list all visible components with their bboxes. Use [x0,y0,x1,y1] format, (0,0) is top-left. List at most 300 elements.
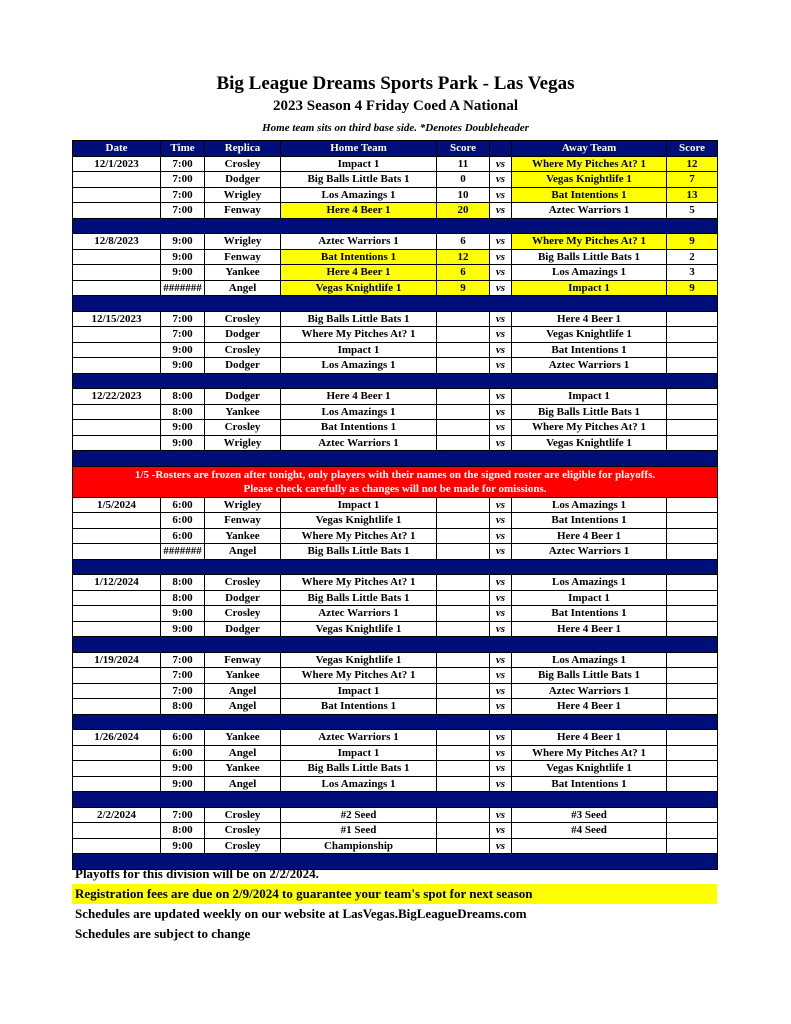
game-date: 12/22/2023 [73,389,161,405]
game-row [73,249,718,265]
away-team: Impact 1 [512,389,667,405]
away-team: Big Balls Little Bats 1 [512,668,667,684]
home-team: Bat Intentions 1 [281,420,437,436]
away-score [667,606,718,622]
home-team: Here 4 Beer 1 [281,389,437,405]
away-score [667,311,718,327]
home-team: Vegas Knightlife 1 [281,652,437,668]
game-date [73,683,161,699]
away-team: Bat Intentions 1 [512,342,667,358]
game-date [73,776,161,792]
away-team: Impact 1 [512,280,667,296]
game-field: Angel [205,683,281,699]
game-field: Crosley [205,838,281,854]
game-time: 8:00 [161,404,205,420]
home-score [437,311,490,327]
col-home-score-header: Score [437,141,490,157]
roster-notice [73,466,718,497]
away-score [667,404,718,420]
roster-notice-line1: 1/5 -Rosters are frozen after tonight, only players with their names on the signed roster are eligible for playoffs. [134,468,656,481]
game-field: Wrigley [205,435,281,451]
away-score [667,652,718,668]
vs-label: vs [490,172,512,188]
week-separator [73,792,718,808]
away-team: Here 4 Beer 1 [512,730,667,746]
vs-label: vs [490,327,512,343]
game-date: 12/8/2023 [73,234,161,250]
away-team: Here 4 Beer 1 [512,621,667,637]
vs-label: vs [490,156,512,172]
home-score: 6 [437,234,490,250]
game-date [73,249,161,265]
vs-label: vs [490,265,512,281]
game-time: 9:00 [161,249,205,265]
away-score [667,497,718,513]
game-row [73,575,718,591]
home-team: Aztec Warriors 1 [281,234,437,250]
away-score: 3 [667,265,718,281]
game-row [73,590,718,606]
game-field: Yankee [205,730,281,746]
game-date [73,838,161,854]
col-replica-header: Replica [205,141,281,157]
vs-label: vs [490,807,512,823]
home-score [437,544,490,560]
game-row [73,807,718,823]
game-time: 9:00 [161,761,205,777]
home-score [437,699,490,715]
home-team: Impact 1 [281,683,437,699]
away-score [667,807,718,823]
game-row [73,776,718,792]
game-field: Dodger [205,327,281,343]
game-time: ####### [161,544,205,560]
roster-notice-line2: Please check carefully as changes will not be made for omissions. [243,482,547,495]
game-field: Yankee [205,404,281,420]
page-title: Big League Dreams Sports Park - Las Vegas [216,73,575,94]
game-date [73,203,161,219]
away-score [667,683,718,699]
away-score [667,761,718,777]
home-team: Big Balls Little Bats 1 [281,590,437,606]
vs-label: vs [490,342,512,358]
game-date [73,590,161,606]
home-team: Where My Pitches At? 1 [281,327,437,343]
away-team: Aztec Warriors 1 [512,544,667,560]
home-score [437,823,490,839]
away-team: Bat Intentions 1 [512,606,667,622]
game-date [73,745,161,761]
vs-label: vs [490,575,512,591]
game-row [73,234,718,250]
vs-label: vs [490,823,512,839]
game-field: Crosley [205,606,281,622]
game-field: Angel [205,699,281,715]
home-score [437,389,490,405]
game-time: 7:00 [161,203,205,219]
away-score: 7 [667,172,718,188]
away-score [667,513,718,529]
game-row [73,513,718,529]
home-score [437,358,490,374]
game-field: Crosley [205,420,281,436]
vs-label: vs [490,621,512,637]
roster-notice-row [73,466,718,497]
home-score [437,807,490,823]
game-row [73,311,718,327]
playoffs-note: Playoffs for this division will be on 2/2/2024. [75,866,319,881]
home-score [437,621,490,637]
game-time: 7:00 [161,327,205,343]
game-time: 6:00 [161,528,205,544]
game-row [73,544,718,560]
game-time: 7:00 [161,172,205,188]
col-home-team-header: Home Team [281,141,437,157]
game-date: 12/1/2023 [73,156,161,172]
away-team: Here 4 Beer 1 [512,528,667,544]
home-score [437,745,490,761]
home-score [437,342,490,358]
away-score [667,544,718,560]
away-score [667,575,718,591]
separator-cell [73,637,718,653]
home-score [437,513,490,529]
game-field: Dodger [205,172,281,188]
away-score: 9 [667,280,718,296]
away-score [667,389,718,405]
game-date [73,544,161,560]
game-field: Crosley [205,823,281,839]
game-field: Crosley [205,807,281,823]
home-score [437,776,490,792]
game-row [73,435,718,451]
week-separator [73,637,718,653]
game-row [73,280,718,296]
col-date-header: Date [73,141,161,157]
week-separator [73,218,718,234]
game-field: Dodger [205,590,281,606]
home-score [437,730,490,746]
home-team: Los Amazings 1 [281,776,437,792]
game-field: Fenway [205,203,281,219]
away-team: Aztec Warriors 1 [512,358,667,374]
home-score: 0 [437,172,490,188]
home-team: Where My Pitches At? 1 [281,575,437,591]
vs-label: vs [490,606,512,622]
game-date [73,265,161,281]
home-team: Los Amazings 1 [281,187,437,203]
home-team: Big Balls Little Bats 1 [281,311,437,327]
away-team: Where My Pitches At? 1 [512,234,667,250]
game-date: 1/12/2024 [73,575,161,591]
game-field: Yankee [205,761,281,777]
game-field: Wrigley [205,187,281,203]
game-date: 1/5/2024 [73,497,161,513]
game-row [73,683,718,699]
col-vs-header [490,141,512,157]
game-field: Wrigley [205,234,281,250]
away-score [667,590,718,606]
vs-label: vs [490,730,512,746]
away-score [667,358,718,374]
week-separator [73,451,718,467]
away-team: Aztec Warriors 1 [512,203,667,219]
game-field: Crosley [205,156,281,172]
away-team [512,838,667,854]
game-date [73,699,161,715]
home-score [437,497,490,513]
game-field: Crosley [205,342,281,358]
away-score [667,342,718,358]
away-team: #3 Seed [512,807,667,823]
home-team: Championship [281,838,437,854]
home-score [437,420,490,436]
game-time: 8:00 [161,575,205,591]
vs-label: vs [490,838,512,854]
away-score [667,327,718,343]
away-score [667,699,718,715]
home-team: Impact 1 [281,156,437,172]
week-separator [73,296,718,312]
game-time: 6:00 [161,730,205,746]
game-time: 7:00 [161,807,205,823]
game-time: 6:00 [161,513,205,529]
game-row [73,699,718,715]
home-team: #2 Seed [281,807,437,823]
home-team: Aztec Warriors 1 [281,730,437,746]
separator-cell [73,296,718,312]
away-team: Here 4 Beer 1 [512,699,667,715]
game-time: 7:00 [161,187,205,203]
vs-label: vs [490,420,512,436]
away-score [667,435,718,451]
game-row [73,265,718,281]
away-team: Big Balls Little Bats 1 [512,404,667,420]
away-team: Big Balls Little Bats 1 [512,249,667,265]
away-team: Los Amazings 1 [512,575,667,591]
game-row [73,745,718,761]
home-team: Los Amazings 1 [281,358,437,374]
home-team: Aztec Warriors 1 [281,435,437,451]
away-team: #4 Seed [512,823,667,839]
game-time: 8:00 [161,590,205,606]
game-row [73,389,718,405]
separator-cell [73,792,718,808]
vs-label: vs [490,358,512,374]
game-time: 9:00 [161,776,205,792]
game-field: Angel [205,776,281,792]
game-field: Yankee [205,265,281,281]
away-score: 9 [667,234,718,250]
separator-cell [73,218,718,234]
vs-label: vs [490,234,512,250]
game-date: 2/2/2024 [73,807,161,823]
game-field: Crosley [205,575,281,591]
away-team: Vegas Knightlife 1 [512,761,667,777]
home-score [437,590,490,606]
game-date [73,420,161,436]
col-time-header: Time [161,141,205,157]
game-time: 9:00 [161,420,205,436]
vs-label: vs [490,590,512,606]
away-score [667,528,718,544]
game-date [73,513,161,529]
away-team: Vegas Knightlife 1 [512,172,667,188]
game-field: Dodger [205,358,281,374]
away-team: Los Amazings 1 [512,652,667,668]
vs-label: vs [490,544,512,560]
home-score: 12 [437,249,490,265]
game-field: Wrigley [205,497,281,513]
vs-label: vs [490,203,512,219]
away-team: Aztec Warriors 1 [512,683,667,699]
game-row [73,156,718,172]
home-score [437,528,490,544]
game-field: Fenway [205,249,281,265]
vs-label: vs [490,776,512,792]
game-date [73,528,161,544]
away-score [667,776,718,792]
vs-label: vs [490,668,512,684]
game-date [73,668,161,684]
home-score: 20 [437,203,490,219]
game-date: 12/15/2023 [73,311,161,327]
home-score [437,668,490,684]
away-score [667,621,718,637]
vs-label: vs [490,249,512,265]
website-note: Schedules are updated weekly on our website at LasVegas.BigLeagueDreams.com [75,906,527,921]
game-date [73,761,161,777]
game-time: 8:00 [161,699,205,715]
game-date [73,823,161,839]
game-date [73,621,161,637]
vs-label: vs [490,404,512,420]
separator-cell [73,559,718,575]
away-team: Here 4 Beer 1 [512,311,667,327]
game-date: 1/19/2024 [73,652,161,668]
home-score [437,761,490,777]
game-time: 8:00 [161,823,205,839]
vs-label: vs [490,187,512,203]
vs-label: vs [490,311,512,327]
game-row [73,420,718,436]
game-time: 7:00 [161,683,205,699]
game-row [73,652,718,668]
home-score: 6 [437,265,490,281]
home-team: Here 4 Beer 1 [281,265,437,281]
home-team: Impact 1 [281,342,437,358]
game-field: Angel [205,745,281,761]
home-score [437,575,490,591]
game-date: 1/26/2024 [73,730,161,746]
page-subtitle: 2023 Season 4 Friday Coed A National [272,98,519,114]
game-row [73,668,718,684]
vs-label: vs [490,497,512,513]
col-away-team-header: Away Team [512,141,667,157]
game-row [73,172,718,188]
away-team: Vegas Knightlife 1 [512,327,667,343]
game-field: Angel [205,544,281,560]
game-date [73,280,161,296]
game-time: 9:00 [161,621,205,637]
away-score: 5 [667,203,718,219]
home-score [437,606,490,622]
schedule-table [72,140,718,870]
home-team: Vegas Knightlife 1 [281,280,437,296]
game-date [73,327,161,343]
away-score [667,823,718,839]
away-team: Los Amazings 1 [512,265,667,281]
game-row [73,342,718,358]
vs-label: vs [490,280,512,296]
game-field: Fenway [205,652,281,668]
vs-label: vs [490,528,512,544]
away-score [667,420,718,436]
away-score: 2 [667,249,718,265]
game-time: 9:00 [161,838,205,854]
home-score: 10 [437,187,490,203]
vs-label: vs [490,683,512,699]
game-row [73,621,718,637]
home-team: Aztec Warriors 1 [281,606,437,622]
game-row [73,497,718,513]
home-score [437,327,490,343]
vs-label: vs [490,761,512,777]
home-team: Bat Intentions 1 [281,249,437,265]
away-team: Bat Intentions 1 [512,187,667,203]
away-team: Where My Pitches At? 1 [512,420,667,436]
game-time: 6:00 [161,745,205,761]
separator-cell [73,714,718,730]
home-score [437,683,490,699]
away-score [667,730,718,746]
home-team: Impact 1 [281,745,437,761]
home-team: Los Amazings 1 [281,404,437,420]
game-time: 9:00 [161,265,205,281]
game-time: 9:00 [161,435,205,451]
away-team: Los Amazings 1 [512,497,667,513]
game-row [73,823,718,839]
home-team: Vegas Knightlife 1 [281,621,437,637]
game-time: 8:00 [161,389,205,405]
schedule-note: Home team sits on third base side. *Denotes Doubleheader [262,122,529,134]
away-team: Bat Intentions 1 [512,776,667,792]
game-row [73,404,718,420]
vs-label: vs [490,513,512,529]
game-field: Dodger [205,621,281,637]
home-team: Impact 1 [281,497,437,513]
home-team: #1 Seed [281,823,437,839]
home-team: Bat Intentions 1 [281,699,437,715]
game-row [73,187,718,203]
game-field: Angel [205,280,281,296]
away-score: 12 [667,156,718,172]
home-score: 9 [437,280,490,296]
vs-label: vs [490,389,512,405]
vs-label: vs [490,435,512,451]
game-row [73,761,718,777]
game-time: 7:00 [161,652,205,668]
game-date [73,358,161,374]
game-time: 7:00 [161,311,205,327]
game-date [73,606,161,622]
game-date [73,435,161,451]
game-time: 7:00 [161,156,205,172]
home-team: Vegas Knightlife 1 [281,513,437,529]
away-score [667,668,718,684]
game-date [73,404,161,420]
away-team: Where My Pitches At? 1 [512,156,667,172]
